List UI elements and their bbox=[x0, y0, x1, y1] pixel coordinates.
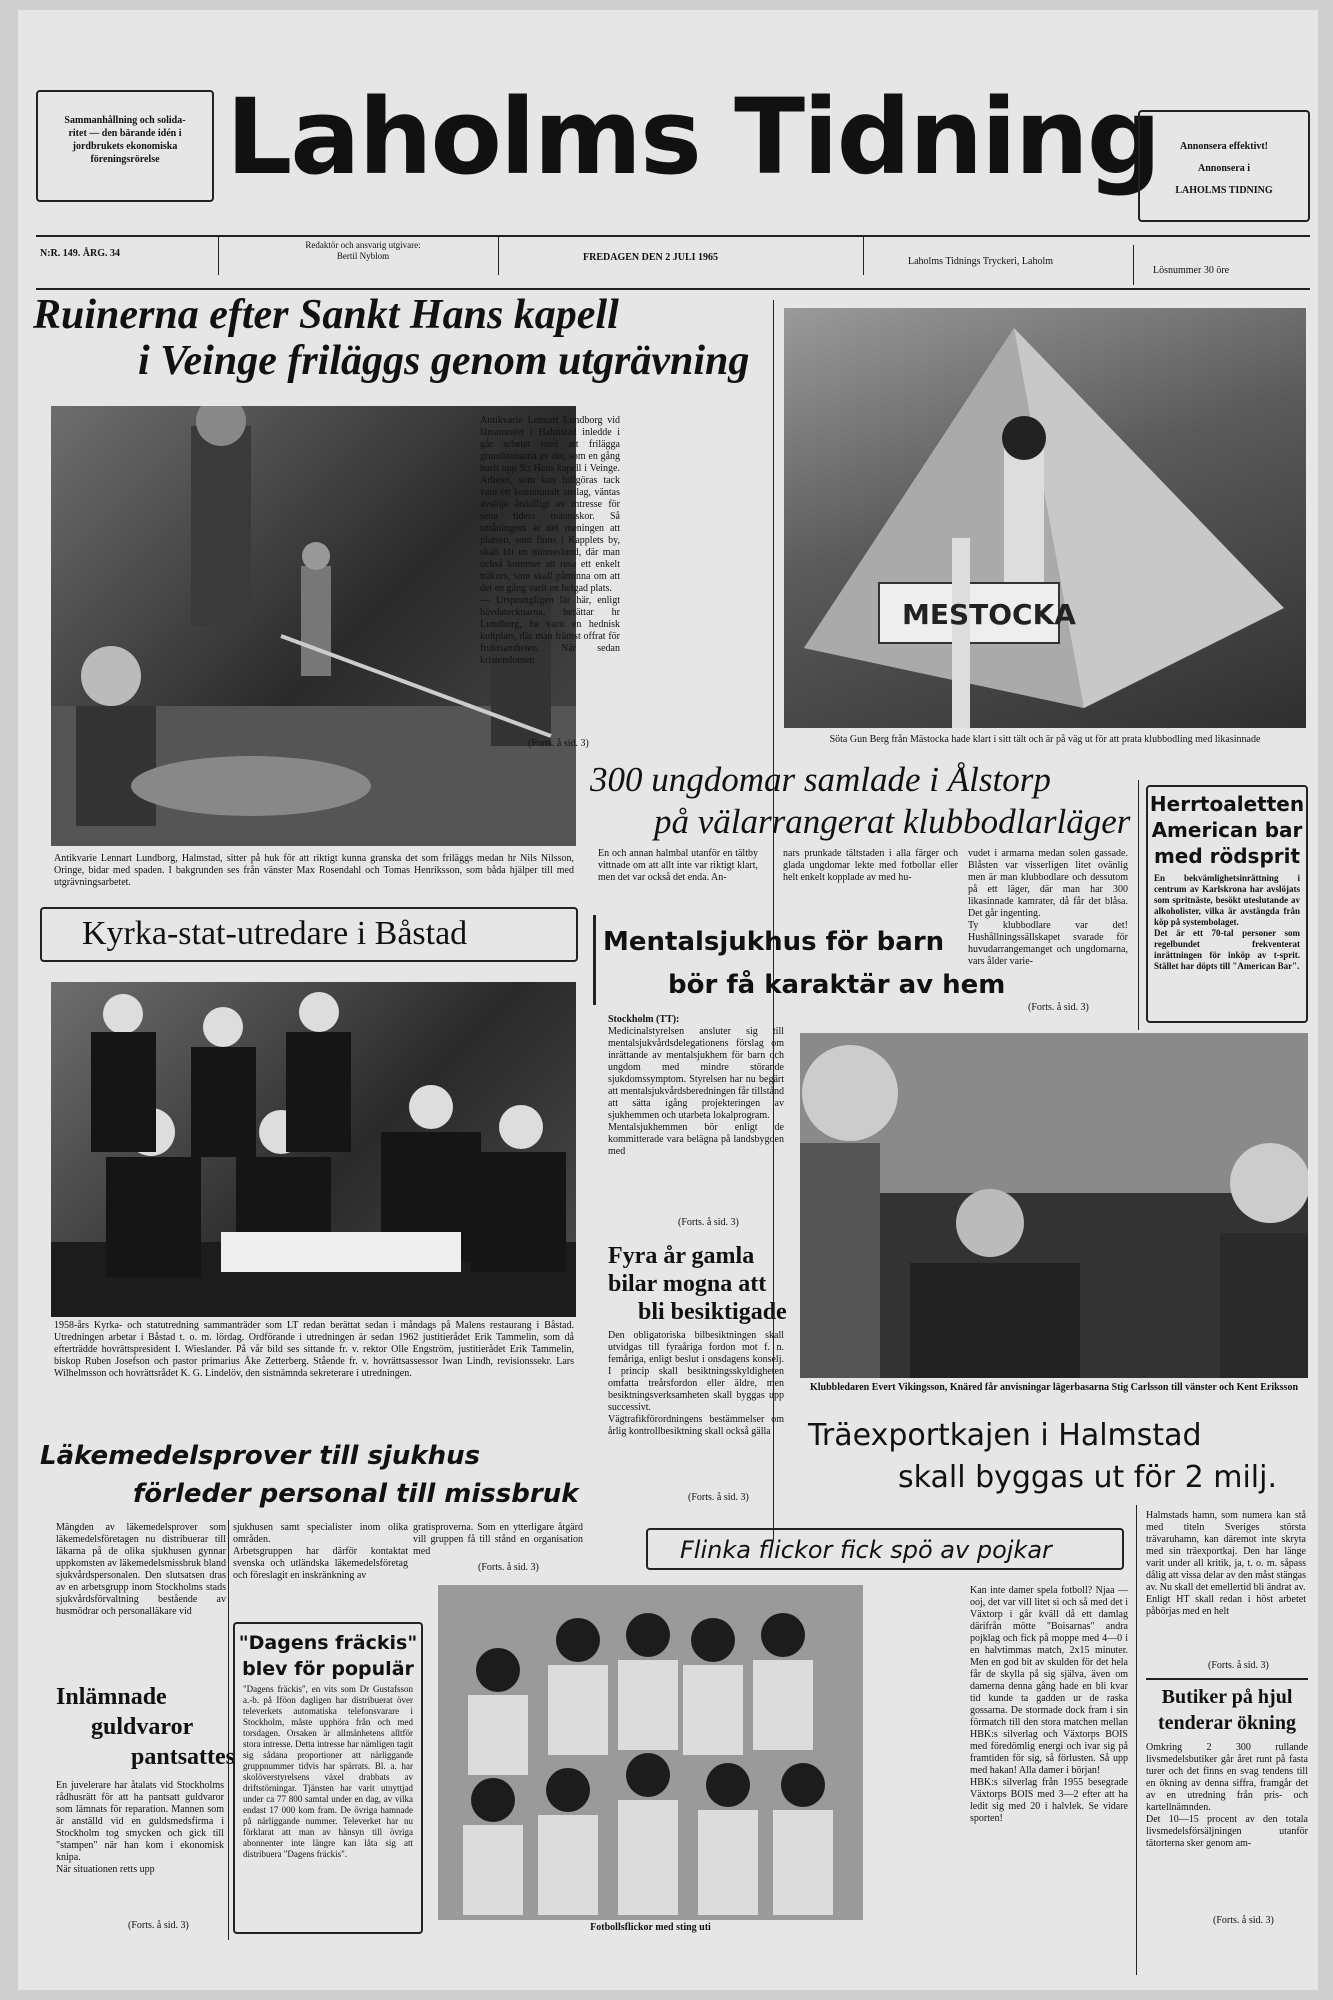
lakemedel-headline-2: förleder personal till missbruk bbox=[133, 1479, 579, 1509]
ruinerna-headline-2: i Veinge friläggs genom utgrävning bbox=[138, 338, 750, 384]
newspaper-page bbox=[18, 10, 1318, 1990]
flinka-headline-box bbox=[646, 1528, 1124, 1570]
ungdomar-cont: (Forts. å sid. 3) bbox=[1028, 1002, 1089, 1013]
mentalsjukhus-headline-1: Mentalsjukhus för barn bbox=[603, 927, 945, 957]
lakemedel-headline-1: Läkemedelsprover till sjukhus bbox=[40, 1441, 481, 1471]
lakemedel-col2: sjukhusen samt specialister inom olika områden. Arbetsgruppen har därför kontaktat svenska och utländska läkemedelsföretag och föreslagit en inskränkning av bbox=[233, 1522, 408, 1581]
fyra-ar-cont: (Forts. å sid. 3) bbox=[688, 1492, 749, 1503]
motto-box bbox=[36, 90, 214, 202]
inlamnade-body: En juvelerare har åtalats vid Stockholms rådhusrätt för att ha pantsatt guldvaror som lämnats för reparation. Mannen som är anställd vid en guldsmedsfirma i Stockholm tog smycken och gick till "stampen" när han kom i ekonomisk knipa. När situationen retts upp bbox=[56, 1780, 224, 1875]
butiker-body: Omkring 2 300 rullande livsmedelsbutiker går året runt på fasta turer och det finns en svag tendens till en ökning av denna siffra, framgår det av en utredning från pris- och kartellnämnden. Det 10—15 procent av den totala livsmedelsförsäljningen utanför tätorterna sker genom am- bbox=[1146, 1742, 1308, 1849]
inlamnade-headline-line: Inlämnade bbox=[56, 1684, 167, 1710]
advert-line: Annonsera effektivt! bbox=[1179, 141, 1269, 152]
mentalsjukhus-headline-2: bör få karaktär av hem bbox=[668, 970, 1006, 1000]
tent-illustration bbox=[784, 308, 1306, 728]
inlamnade-cont: (Forts. å sid. 3) bbox=[128, 1920, 189, 1931]
ungdomar-headline-1: 300 ungdomar samlade i Ålstorp bbox=[590, 760, 1051, 799]
kyrka-illustration bbox=[51, 982, 576, 1317]
tent-sign: MESTOCKA bbox=[902, 598, 1076, 631]
dagens-headline-line: blev för populär bbox=[242, 1658, 414, 1680]
klubbledaren-caption: Klubbledaren Evert Vikingsson, Knäred får anvisningar lägerbasarna Stig Carlsson till vänster och Kent Eriksson bbox=[809, 1382, 1299, 1393]
herrtoalett-box bbox=[1146, 785, 1308, 1023]
kyrka-photo bbox=[51, 982, 576, 1317]
advert-line: LAHOLMS TIDNING bbox=[1175, 185, 1273, 196]
mentalsjukhus-cont: (Forts. å sid. 3) bbox=[678, 1217, 739, 1228]
motto-line: ritet — den bärande idén i bbox=[68, 128, 182, 139]
tent-caption: Söta Gun Berg från Mästocka hade klart i sitt tält och är på väg ut för att prata klubbodling med likasinnade bbox=[829, 734, 1261, 745]
advert-line: Annonsera i bbox=[1198, 163, 1250, 174]
flinka-body: Kan inte damer spela fotboll? Njaa — ooj, det var vill litet si och så med det i Växtorp i går kväll då ett damlag därifrån mötte "Boisarnas" andra pojklag och fick på moppe med 4—0 i en halvtimmas match, 2x15 minuter. Men en god bit av skulden för det hela får de skylla på sig själva, även om damerna denna gång hade en bli kvar tid kunde ta gadden ur de raska gossarna. De stormade dock fram i sin förmatch till den stora matchen mellan HBK:s silverlag och Växtorps BOIS med föredömlig energi och ivar sig på framtiden för sig, så förlusten. Så upp med hakan! Alla damer i början! HBK:s silverlag från 1955 besegrade Växtorps BOIS med 3—2 efter att ha ledit sig med 20 i halvlek. Se vidare sporten! bbox=[970, 1585, 1128, 1824]
fyra-ar-headline-line: bilar mogna att bbox=[608, 1271, 767, 1297]
inlamnade-headline-line: guldvaror bbox=[91, 1714, 194, 1740]
dagens-headline-line: "Dagens fräckis" bbox=[238, 1632, 418, 1654]
ruinerna-cont: (Forts. å sid. 3) bbox=[528, 738, 589, 749]
ruinerna-headline-1: Ruinerna efter Sankt Hans kapell bbox=[33, 292, 619, 338]
flinka-photo bbox=[438, 1585, 863, 1920]
herrtoalett-body: En bekvämlighetsinrättning i centrum av Karlskrona har avslöjats som spritnäste, besökt uteslutande av alkoholister, vilka är avstängda från köp på systembolaget. Det är ett 70-tal personer som regelbundet frekventerat inrättningen för inköp av t-sprit. Stället har döpts till "American Bar". bbox=[1154, 873, 1300, 971]
herrtoalett-headline-line: med rödsprit bbox=[1153, 844, 1301, 868]
butiker-cont: (Forts. å sid. 3) bbox=[1213, 1915, 1274, 1926]
issue-number: N:R. 149. ÅRG. 34 bbox=[40, 248, 120, 259]
traexport-cont: (Forts. å sid. 3) bbox=[1208, 1660, 1269, 1671]
herrtoalett-headline-line: American bar bbox=[1151, 818, 1303, 842]
masthead-title: Laholms Tidning bbox=[226, 76, 1160, 198]
kyrka-headline: Kyrka-stat-utredare i Båstad bbox=[82, 915, 468, 952]
kyrka-headline-box bbox=[40, 907, 578, 962]
flinka-headline: Flinka flickor fick spö av pojkar bbox=[680, 1536, 1052, 1564]
printer: Laholms Tidnings Tryckeri, Laholm bbox=[908, 256, 1054, 267]
butiker-headline-line: Butiker på hjul bbox=[1161, 1686, 1293, 1708]
herrtoalett-headline bbox=[1148, 791, 1306, 869]
flinka-illustration bbox=[438, 1585, 863, 1920]
price: Lösnummer 30 öre bbox=[1153, 265, 1230, 276]
traexport-headline-2: skall byggas ut för 2 milj. bbox=[898, 1460, 1277, 1495]
motto-line: föreningsrörelse bbox=[90, 154, 160, 165]
dagens-headline bbox=[235, 1630, 421, 1682]
dagens-body: "Dagens fräckis", en vits som Dr Gustafsson a.-b. på Iföon dagligen har distribuerat över televerkets automatiska telefonsvarare i Stockholm, måste upphöra från och med torsdagen. Orsaken är allmänhetens alltför stora intresse. Detta intresse har nämligen tagit sig sådana proportioner att närliggande gruppnummer tidvis har spärrats. Bl. a. har skolöverstyrelsens växel drabbats av driftstörningar. Tjänsten har varit utnyttjad under ca 77 800 samtal under en dag, av vilka endast 17 000 kom fram. De övriga hamnade på närliggande nummer. Televerket har nu förklarat att man av hänsyn till övriga abonnenter inte längre kan låta sig att distribuera "Dagens fräckis". bbox=[243, 1684, 413, 1859]
traexport-headline-1: Träexportkajen i Halmstad bbox=[808, 1418, 1202, 1453]
klubbledaren-photo bbox=[800, 1033, 1308, 1378]
fyra-ar-headline-line: bli besiktigade bbox=[638, 1299, 787, 1325]
fyra-ar-headline bbox=[608, 1242, 787, 1326]
lakemedel-col1: Mängden av läkemedelsprover som läkemedelsföretagen nu distribuerar till läkarna på de olika sjukhusen gynnar uppkomsten av läkemedelsmissbruk bland sjukvårdspersonalen. Den slutsatsen dras av en arbetsgrupp inom Stockholms stads sjukvårdsförvaltning bestående av husmödrar och personalläkare vid bbox=[56, 1522, 226, 1617]
ungdomar-col1: En och annan halmbal utanför en tältby vittnade om att allt inte var riktigt klart, men det var också det enda. An- bbox=[598, 848, 758, 883]
dagens-box bbox=[233, 1622, 423, 1934]
flinka-caption: Fotbollsflickor med sting uti bbox=[590, 1922, 711, 1933]
ruinerna-body: Antikvarie Lennart Lundborg vid länsmuséet i Halmstad inledde i går arbetet med att frilägga grundstenarna av det, som en gång burit upp S:t Hans kapell i Veinge. Arbetet, som kan fullgöras tack vare ett kommunalt anslag, väntas avslöja åtskilligt av intresse för sena tiders människor. Så småningom är det meningen att platsen, som finns i Kapplets by, skall bli en minneslund, där man också kommer att resa ett enkelt träkors, som skall påminna om att det en gång varit en helgad plats. — Ursprungligen lär här, enligt hävdatecknarna, berättar hr Lundborg, ha varit en hednisk kultplats, där man främst offrat för fruktsamheten. När sedan kristendomen bbox=[480, 415, 620, 666]
ungdomar-headline-2: på välarrangerat klubbodlarläger bbox=[654, 802, 1131, 841]
fyra-ar-body: Den obligatoriska bilbesiktningen skall utvidgas till fyraåriga fordon mot f. n. femåriga, enligt beslut i onsdagens konselj. I princip skall besiktningsskyldigheten omfatta treårsfordon eller äldre, men besiktningsverksamheten skall byggas upp successivt. Vägtrafikförordningens bestämmelser om årlig kontrollbesiktning skall också gälla bbox=[608, 1330, 784, 1437]
lakemedel-cont: (Forts. å sid. 3) bbox=[478, 1562, 539, 1573]
traexport-body: Halmstads hamn, som numera kan stå med titeln Sveriges största trävaruhamn, kan däremot inte skryta med sin träexportkaj. Den har länge varit under all kritik, ja, t. o. m. såpass dålig att vissa delar av den måst stängas av. Nu skall det emellertid bli ändrat av. Enligt HT skall redan i höst arbetet påbörjas med en helt bbox=[1146, 1510, 1306, 1617]
klubbledaren-illustration bbox=[800, 1033, 1308, 1378]
mentalsjukhus-body: Medicinalstyrelsen ansluter sig till mentalsjukvårdsdelegationens förslag om inrättande av mentalsjukhem för barn och ungdom med mindre störande sjukdomssymptom. Styrelsen har nu begärt att mentalsjukvårdsberedningen får tillstånd att sätta igång projekteringen av sjukhemmen och utarbeta lokalprogram. Mentalsjukhemmen bör enligt de kommitterade vara belägna på landsbygden med bbox=[608, 1026, 784, 1157]
ungdomar-col3: vudet i armarna medan solen gassade. Blåsten var visserligen litet ovänlig men är man klubbodlare och dessutom på ett läger, där man har 300 likasinnade kamrater, då får det blåsa. Det går ingenting. Ty klubbodlare var det! Hushållningssällskapet svarade för huvudarrangemanget och ungdomarna, vars ålder varie- bbox=[968, 848, 1128, 967]
inlamnade-headline bbox=[56, 1682, 235, 1772]
ungdomar-col2: nars prunkade tältstaden i alla färger och glada ungdomar lekte med fotbollar eller helt enkelt kopplade av med hu- bbox=[783, 848, 958, 883]
motto-line: jordbrukets ekonomiska bbox=[72, 141, 178, 152]
butiker-headline-line: tenderar ökning bbox=[1158, 1712, 1296, 1734]
fyra-ar-headline-line: Fyra år gamla bbox=[608, 1243, 755, 1269]
issue-date: FREDAGEN DEN 2 JULI 1965 bbox=[583, 252, 719, 263]
editor-line: Bertil Nyblom bbox=[336, 251, 390, 261]
advert-box bbox=[1138, 110, 1310, 222]
editor-line: Redaktör och ansvarig utgivare: bbox=[305, 240, 421, 250]
kyrka-caption: 1958-års Kyrka- och statutredning sammanträder som LT redan berättat sedan i måndags på Malens restaurang i Båstad. Utredningen arbetar i Båstad t. o. m. lördag. Ordförande i utredningen är sedan 1962 justitierådet Erik Tammelin, som då efterträdde hovrättspresident I. Wieslander. På vår bild ses sittande fr. v. rektor Olle Engström, justitierådet Erik Tammelin, biskop Ruben Josefson och pastor primarius Åke Zetterberg. Stående fr. v. hovrättsassessor Iwan Lindh, revisionssekr. Lars Wilhelmsson och hovrättsrådet K. G. Lindelöv, den sistnämnda sekreterare i utredningen. bbox=[54, 1320, 574, 1379]
editor bbox=[248, 240, 478, 262]
lakemedel-col3: gratisproverna. Som en ytterligare åtgärd vill gruppen få till stånd en organisation med bbox=[413, 1522, 583, 1557]
inlamnade-headline-line: pantsattes bbox=[131, 1744, 236, 1770]
butiker-headline bbox=[1146, 1684, 1308, 1736]
motto-line: Sammanhållning och solida- bbox=[64, 115, 186, 126]
mentalsjukhus-dateline: Stockholm (TT): bbox=[608, 1014, 680, 1025]
tent-photo bbox=[784, 308, 1306, 728]
herrtoalett-headline-line: Herrtoaletten bbox=[1149, 792, 1305, 816]
ruinerna-caption: Antikvarie Lennart Lundborg, Halmstad, sitter på huk för att riktigt kunna granska det som friläggs medan hr Nils Nilsson, Oringe, bidar med spaden. I bakgrunden ses från vänster Max Rosendahl och Tomas Henriksson, som båda hjälper till med utgrävningsarbetet. bbox=[54, 853, 574, 888]
